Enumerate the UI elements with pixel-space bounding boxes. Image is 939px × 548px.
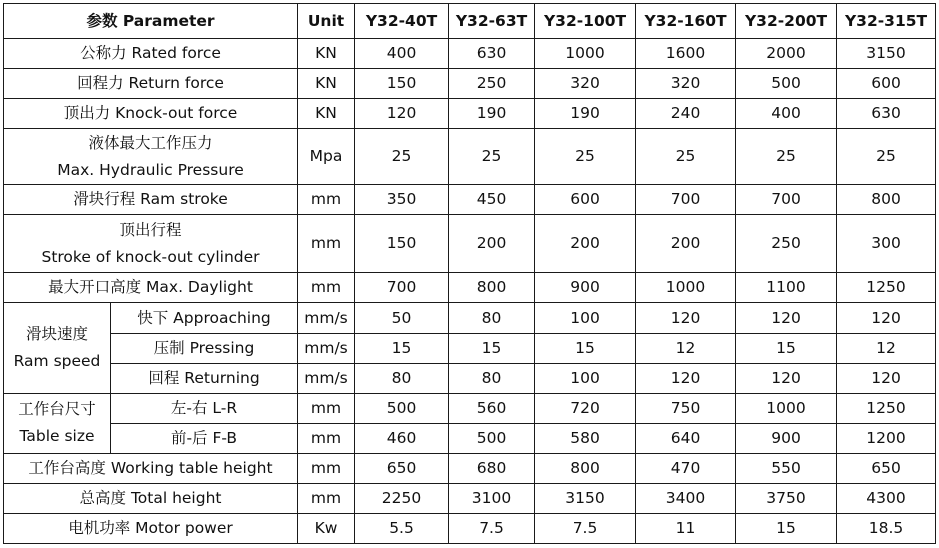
value-cell: 3100 bbox=[449, 483, 535, 513]
table-row bbox=[4, 39, 936, 69]
value-cell: 470 bbox=[636, 453, 736, 483]
value-cell: 600 bbox=[837, 69, 936, 99]
group-label-cn: 工作台尺寸 bbox=[18, 400, 96, 419]
table-row bbox=[4, 513, 936, 543]
value-cell: 550 bbox=[736, 453, 837, 483]
value-cell: 1250 bbox=[837, 393, 936, 423]
model-header: Y32-40T bbox=[355, 4, 449, 39]
unit-cell: mm bbox=[298, 215, 355, 273]
value-cell: 80 bbox=[449, 303, 535, 333]
value-cell: 500 bbox=[736, 69, 837, 99]
header-row bbox=[4, 4, 936, 39]
table-row bbox=[4, 363, 936, 393]
spec-table bbox=[3, 3, 936, 544]
value-cell: 1200 bbox=[837, 423, 936, 453]
value-cell: 900 bbox=[736, 423, 837, 453]
value-cell: 600 bbox=[535, 185, 636, 215]
value-cell: 200 bbox=[535, 215, 636, 273]
table-row bbox=[4, 453, 936, 483]
value-cell: 15 bbox=[535, 333, 636, 363]
value-cell: 12 bbox=[837, 333, 936, 363]
param-label-cn: 液体最大工作压力 bbox=[88, 133, 213, 152]
value-cell: 450 bbox=[449, 185, 535, 215]
value-cell: 200 bbox=[636, 215, 736, 273]
value-cell: 5.5 bbox=[355, 513, 449, 543]
value-cell: 800 bbox=[535, 453, 636, 483]
param-label: 公称力 Rated force bbox=[4, 39, 298, 69]
value-cell: 15 bbox=[355, 333, 449, 363]
value-cell: 25 bbox=[736, 129, 837, 185]
value-cell: 15 bbox=[736, 333, 837, 363]
group-label-cn: 滑块速度 bbox=[25, 325, 88, 344]
unit-cell: mm/s bbox=[298, 363, 355, 393]
value-cell: 190 bbox=[449, 99, 535, 129]
value-cell: 700 bbox=[736, 185, 837, 215]
parameter-header: 参数 Parameter bbox=[4, 4, 298, 39]
model-header: Y32-63T bbox=[449, 4, 535, 39]
value-cell: 7.5 bbox=[449, 513, 535, 543]
param-label: 工作台高度 Working table height bbox=[4, 453, 298, 483]
value-cell: 2000 bbox=[736, 39, 837, 69]
group-label bbox=[4, 393, 111, 453]
param-label: 顶出力 Knock-out force bbox=[4, 99, 298, 129]
value-cell: 630 bbox=[837, 99, 936, 129]
value-cell: 50 bbox=[355, 303, 449, 333]
value-cell: 320 bbox=[535, 69, 636, 99]
value-cell: 3750 bbox=[736, 483, 837, 513]
unit-header: Unit bbox=[298, 4, 355, 39]
model-header: Y32-315T bbox=[837, 4, 936, 39]
value-cell: 15 bbox=[736, 513, 837, 543]
value-cell: 2250 bbox=[355, 483, 449, 513]
value-cell: 800 bbox=[449, 273, 535, 303]
param-label: 电机功率 Motor power bbox=[4, 513, 298, 543]
value-cell: 1100 bbox=[736, 273, 837, 303]
value-cell: 400 bbox=[355, 39, 449, 69]
value-cell: 120 bbox=[736, 303, 837, 333]
table-row bbox=[4, 393, 936, 423]
value-cell: 25 bbox=[636, 129, 736, 185]
unit-cell: mm bbox=[298, 393, 355, 423]
value-cell: 1000 bbox=[535, 39, 636, 69]
group-label-en: Ram speed bbox=[13, 352, 101, 371]
unit-cell: mm bbox=[298, 453, 355, 483]
value-cell: 240 bbox=[636, 99, 736, 129]
value-cell: 100 bbox=[535, 303, 636, 333]
value-cell: 720 bbox=[535, 393, 636, 423]
value-cell: 630 bbox=[449, 39, 535, 69]
value-cell: 580 bbox=[535, 423, 636, 453]
sub-param-label: 回程 Returning bbox=[111, 363, 298, 393]
value-cell: 80 bbox=[449, 363, 535, 393]
value-cell: 3150 bbox=[535, 483, 636, 513]
table-row bbox=[4, 99, 936, 129]
value-cell: 15 bbox=[449, 333, 535, 363]
value-cell: 3150 bbox=[837, 39, 936, 69]
value-cell: 190 bbox=[535, 99, 636, 129]
value-cell: 650 bbox=[355, 453, 449, 483]
table-row bbox=[4, 483, 936, 513]
value-cell: 800 bbox=[837, 185, 936, 215]
param-label: 滑块行程 Ram stroke bbox=[4, 185, 298, 215]
value-cell: 320 bbox=[636, 69, 736, 99]
table-row bbox=[4, 185, 936, 215]
unit-cell: KN bbox=[298, 69, 355, 99]
table-row bbox=[4, 303, 936, 333]
value-cell: 18.5 bbox=[837, 513, 936, 543]
unit-cell: mm bbox=[298, 273, 355, 303]
model-header: Y32-200T bbox=[736, 4, 837, 39]
table-row bbox=[4, 423, 936, 453]
sub-param-label: 前-后 F-B bbox=[111, 423, 298, 453]
sub-param-label: 压制 Pressing bbox=[111, 333, 298, 363]
value-cell: 12 bbox=[636, 333, 736, 363]
group-label-en: Table size bbox=[19, 427, 95, 446]
value-cell: 750 bbox=[636, 393, 736, 423]
unit-cell: mm bbox=[298, 185, 355, 215]
value-cell: 120 bbox=[736, 363, 837, 393]
value-cell: 700 bbox=[355, 273, 449, 303]
sub-param-label: 左-右 L-R bbox=[111, 393, 298, 423]
value-cell: 150 bbox=[355, 215, 449, 273]
param-label-en: Max. Hydraulic Pressure bbox=[57, 160, 244, 179]
value-cell: 25 bbox=[837, 129, 936, 185]
unit-cell: Mpa bbox=[298, 129, 355, 185]
param-label bbox=[4, 215, 298, 273]
model-header: Y32-100T bbox=[535, 4, 636, 39]
value-cell: 900 bbox=[535, 273, 636, 303]
table-row bbox=[4, 129, 936, 185]
value-cell: 400 bbox=[736, 99, 837, 129]
value-cell: 25 bbox=[355, 129, 449, 185]
value-cell: 300 bbox=[837, 215, 936, 273]
unit-cell: Kw bbox=[298, 513, 355, 543]
param-label-en: Stroke of knock-out cylinder bbox=[41, 247, 260, 266]
value-cell: 1000 bbox=[736, 393, 837, 423]
value-cell: 25 bbox=[535, 129, 636, 185]
unit-cell: KN bbox=[298, 39, 355, 69]
value-cell: 500 bbox=[449, 423, 535, 453]
value-cell: 7.5 bbox=[535, 513, 636, 543]
value-cell: 650 bbox=[837, 453, 936, 483]
value-cell: 250 bbox=[449, 69, 535, 99]
model-header: Y32-160T bbox=[636, 4, 736, 39]
value-cell: 4300 bbox=[837, 483, 936, 513]
value-cell: 350 bbox=[355, 185, 449, 215]
unit-cell: mm/s bbox=[298, 303, 355, 333]
table-row bbox=[4, 273, 936, 303]
param-label bbox=[4, 129, 298, 185]
unit-cell: mm bbox=[298, 483, 355, 513]
param-label: 总高度 Total height bbox=[4, 483, 298, 513]
value-cell: 500 bbox=[355, 393, 449, 423]
value-cell: 120 bbox=[636, 363, 736, 393]
value-cell: 1600 bbox=[636, 39, 736, 69]
table-row bbox=[4, 69, 936, 99]
value-cell: 25 bbox=[449, 129, 535, 185]
value-cell: 200 bbox=[449, 215, 535, 273]
group-label bbox=[4, 303, 111, 393]
value-cell: 680 bbox=[449, 453, 535, 483]
value-cell: 460 bbox=[355, 423, 449, 453]
unit-cell: mm bbox=[298, 423, 355, 453]
value-cell: 1250 bbox=[837, 273, 936, 303]
unit-cell: KN bbox=[298, 99, 355, 129]
table-row bbox=[4, 215, 936, 273]
value-cell: 120 bbox=[837, 363, 936, 393]
value-cell: 120 bbox=[636, 303, 736, 333]
value-cell: 11 bbox=[636, 513, 736, 543]
param-label: 回程力 Return force bbox=[4, 69, 298, 99]
value-cell: 3400 bbox=[636, 483, 736, 513]
value-cell: 120 bbox=[837, 303, 936, 333]
value-cell: 150 bbox=[355, 69, 449, 99]
value-cell: 250 bbox=[736, 215, 837, 273]
unit-cell: mm/s bbox=[298, 333, 355, 363]
value-cell: 640 bbox=[636, 423, 736, 453]
param-label-cn: 顶出行程 bbox=[119, 220, 182, 239]
table-row bbox=[4, 333, 936, 363]
value-cell: 1000 bbox=[636, 273, 736, 303]
value-cell: 100 bbox=[535, 363, 636, 393]
value-cell: 700 bbox=[636, 185, 736, 215]
param-label: 最大开口高度 Max. Daylight bbox=[4, 273, 298, 303]
value-cell: 80 bbox=[355, 363, 449, 393]
sub-param-label: 快下 Approaching bbox=[111, 303, 298, 333]
value-cell: 560 bbox=[449, 393, 535, 423]
value-cell: 120 bbox=[355, 99, 449, 129]
